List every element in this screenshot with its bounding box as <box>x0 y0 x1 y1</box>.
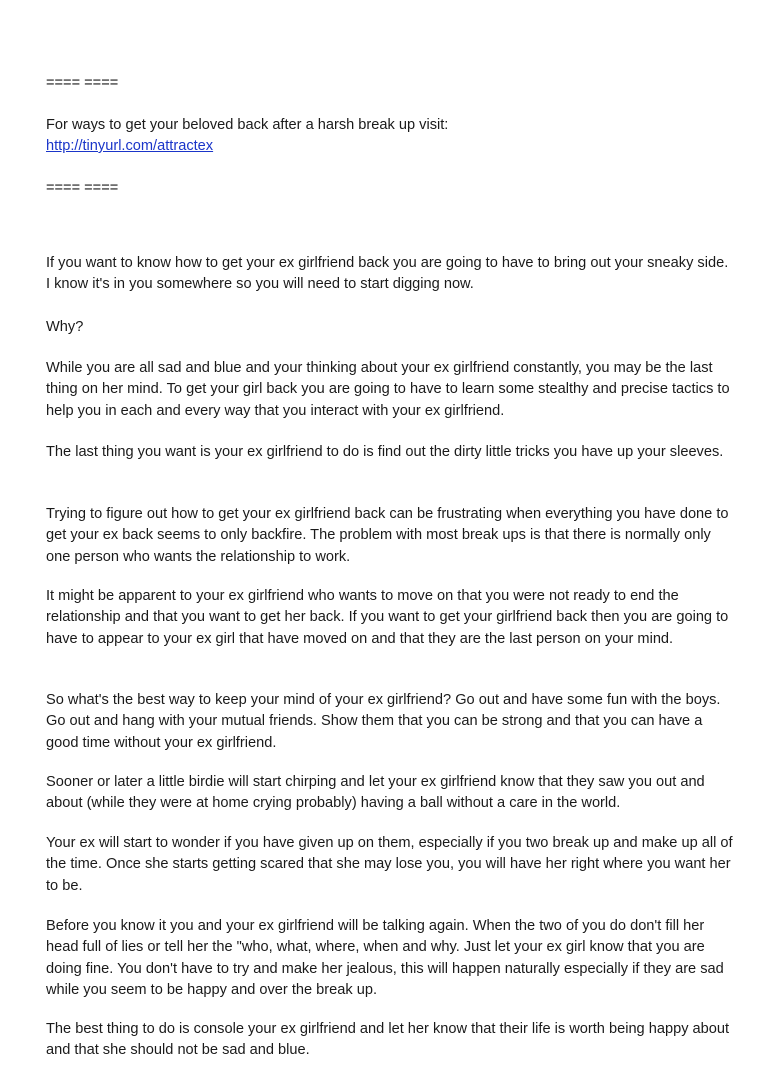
separator-top: ==== ==== <box>46 75 119 91</box>
promo-text: For ways to get your beloved back after a harsh break up visit: <box>46 117 449 133</box>
promo-link-wrapper <box>46 136 736 158</box>
paragraph-2: Why? <box>46 318 84 335</box>
paragraph-7: So what's the best way to keep your mind of your ex girlfriend? Go out and have some fun with the boys. Go out and hang with your mutual friends. Show them that you can be strong and that you can have a good time without your ex girlfriend. <box>46 691 721 751</box>
promo-link[interactable]: http://tinyurl.com/attractex <box>46 138 214 154</box>
paragraph-4: The last thing you want is your ex girlfriend to do is find out the dirty little tricks you have up your sleeves. <box>46 443 724 460</box>
paragraph-9: Your ex will start to wonder if you have given up on them, especially if you two break up and make up all of the time. Once she starts getting scared that she may lose you, you will have her right where you want her to be. <box>46 834 733 894</box>
paragraph-10: Before you know it you and your ex girlfriend will be talking again. When the two of you do don't fill her head full of lies or tell her the "who, what, where, when and why. Just let your ex girl know that you are doing fine. You don't have to try and make her jealous, this will happen naturally especially if they are sad while you seem to be happy and over the break up. <box>46 917 724 999</box>
paragraph-3: While you are all sad and blue and your thinking about your ex girlfriend constantly, you may be the last thing on her mind. To get your girl back you are going to have to learn some stealthy and precise tactics to help you in each and every way that you interact with your ex girlfriend. <box>46 359 730 419</box>
paragraph-8: Sooner or later a little birdie will start chirping and let your ex girlfriend know that they saw you out and about (while they were at home crying probably) having a ball without a care in the world. <box>46 773 705 812</box>
separator-bottom: ==== ==== <box>46 180 119 196</box>
paragraph-1: If you want to know how to get your ex girlfriend back you are going to have to bring out your sneaky side. I know it's in you somewhere so you will need to start digging now. <box>46 254 729 293</box>
paragraph-11: The best thing to do is console your ex girlfriend and let her know that their life is worth being happy about and that she should not be sad and blue. <box>46 1020 730 1059</box>
paragraph-5: Trying to figure out how to get your ex girlfriend back can be frustrating when everything you have done to get your ex back seems to only backfire. The problem with most break ups is that there is normally only one person who wants the relationship to work. <box>46 505 729 565</box>
paragraph-6: It might be apparent to your ex girlfriend who wants to move on that you were not ready to end the relationship and that you want to get her back. If you want to get your girlfriend back then you are going to have to appear to your ex girl that have moved on and that they are the last person on your mind. <box>46 587 729 647</box>
